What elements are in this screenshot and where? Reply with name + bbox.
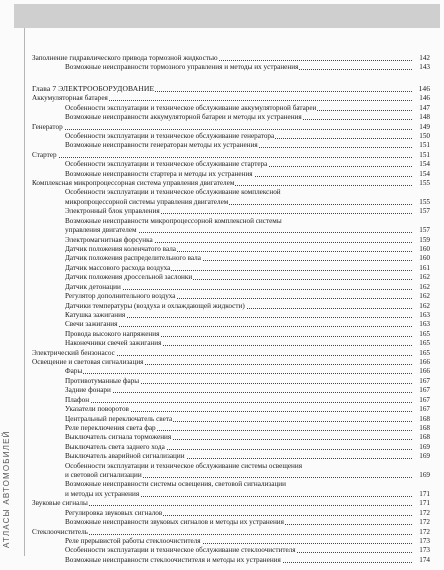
toc-entry-title: Наконечники свечей зажигания bbox=[65, 339, 162, 348]
toc-entry-title: Регулировка звуковых сигналов bbox=[65, 508, 163, 517]
toc-entry-title: Провода высокого напряжения bbox=[65, 329, 160, 338]
toc-entry-title: Особенности эксплуатации и техническое обслуживание системы освещения bbox=[65, 461, 303, 470]
toc-entry-title: Возможные неисправности системы освещения, световой сигнализации bbox=[65, 480, 287, 489]
toc-entry-title: Датчик детонации bbox=[65, 282, 121, 291]
toc-page-number: 161 bbox=[412, 263, 430, 273]
toc-page-number: 147 bbox=[412, 103, 430, 113]
toc-page-number: 149 bbox=[412, 122, 430, 132]
toc-entry-title: Особенности эксплуатации и техническое обслуживание комплексной bbox=[65, 188, 281, 197]
toc-entry-title: Датчики температуры (воздуха и охлаждающей жидкости) bbox=[65, 301, 245, 310]
toc-page-number: 155 bbox=[412, 197, 430, 207]
toc-page-number: 168 bbox=[412, 423, 430, 433]
toc-entry-title: и световой сигнализации bbox=[65, 471, 142, 480]
toc-entry-title: Звуковые сигналы bbox=[32, 499, 88, 508]
toc-entry-title: Возможные неисправности стартера и методы их устранения bbox=[65, 169, 253, 178]
toc-entry-title: и методы их устранения bbox=[65, 489, 140, 498]
toc-entry-title: Особенности эксплуатации и техническое обслуживание генератора bbox=[65, 131, 275, 140]
toc-entry-title: Стартер bbox=[32, 150, 57, 159]
toc-page-number: 165 bbox=[412, 338, 430, 348]
toc-page-number: 171 bbox=[412, 498, 430, 508]
toc-page-number: 146 bbox=[412, 93, 430, 103]
toc-page-number: 154 bbox=[412, 159, 430, 169]
toc-entry-title: Возможные неисправности звуковых сигналов и методы их устранения bbox=[65, 518, 284, 527]
toc-entry-title: Особенности эксплуатации и техническое обслуживание стартера bbox=[65, 160, 268, 169]
toc-page-number: 165 bbox=[412, 329, 430, 339]
toc-entry-title: Стеклоочиститель bbox=[32, 527, 88, 536]
leader-dots bbox=[65, 373, 412, 374]
toc-page-number: 172 bbox=[412, 508, 430, 518]
toc-page-number: 171 bbox=[412, 489, 430, 499]
toc-page-number: 150 bbox=[412, 131, 430, 141]
toc-page-number: 157 bbox=[412, 206, 430, 216]
toc-page-number: 172 bbox=[412, 517, 430, 527]
leader-dots bbox=[32, 534, 412, 535]
toc-page-number: 160 bbox=[412, 253, 430, 263]
toc-entry-title: Комплексная микропроцессорная система управления двигателем bbox=[32, 179, 235, 188]
toc-entry-title: Выключатель сигнала торможения bbox=[65, 433, 172, 442]
toc-entry-title: Реле переключения света фар bbox=[65, 423, 156, 432]
toc-page-number: 169 bbox=[412, 451, 430, 461]
toc-page-number: 157 bbox=[412, 225, 430, 235]
toc-entry-title: Электрический бензонасос bbox=[32, 348, 115, 357]
toc-page-number: 151 bbox=[412, 150, 430, 160]
toc-entry-title: Датчик массового расхода воздуха bbox=[65, 263, 171, 272]
toc-entry-title: Возможные неисправности тормозного управления и методы их устранения bbox=[65, 63, 299, 72]
leader-dots bbox=[65, 392, 412, 393]
toc-page-number: 163 bbox=[412, 319, 430, 329]
toc-entry-title: Особенности эксплуатации и техническое обслуживание стеклоочистителя bbox=[65, 546, 296, 555]
toc-entry-title: Аккумуляторная батарея bbox=[32, 94, 108, 103]
toc-entry-title: Выключатель аварийной сигнализации bbox=[65, 452, 185, 461]
toc-page-number: 172 bbox=[412, 527, 430, 537]
toc-page-number: 168 bbox=[412, 432, 430, 442]
toc-entry-title: Датчик положения распределительного вала bbox=[65, 254, 201, 263]
toc-page-number: 142 bbox=[412, 53, 430, 63]
toc-entry-title: Возможные неисправности генераторан методы их устранения bbox=[65, 141, 258, 150]
toc-entry bbox=[65, 555, 430, 565]
leader-dots bbox=[32, 505, 412, 506]
toc-entry-title: Возможные неисправности аккумуляторной батареи и методы их устранения bbox=[65, 113, 302, 122]
toc-entry-title: Заполнение гидравлического привода тормозной жидкостью bbox=[32, 54, 218, 62]
leader-dots bbox=[32, 157, 412, 158]
toc-page-number: 143 bbox=[412, 62, 430, 72]
toc-page-number: 148 bbox=[412, 112, 430, 122]
toc-page-number: 160 bbox=[412, 244, 430, 254]
side-label: АТЛАСЫ АВТОМОБИЛЕЙ bbox=[2, 430, 11, 548]
toc-entry-title: Противотуманные фары bbox=[65, 376, 140, 385]
toc-page-number: 173 bbox=[412, 536, 430, 546]
toc-entry-title: Свечи зажигания bbox=[65, 320, 118, 329]
toc-page-number: 166 bbox=[412, 366, 430, 376]
toc-page-number: 168 bbox=[412, 414, 430, 424]
toc-page-number: 162 bbox=[412, 301, 430, 311]
toc-page-number: 167 bbox=[412, 376, 430, 386]
toc-page-number: 162 bbox=[412, 272, 430, 282]
leader-dots bbox=[32, 129, 412, 130]
toc-entry-title: Регулятор дополнительного воздуха bbox=[65, 292, 176, 301]
leader-dots bbox=[65, 402, 412, 403]
toc-page-number: 167 bbox=[412, 395, 430, 405]
toc-entry-title: Выключатель света заднего хода bbox=[65, 442, 165, 451]
toc-page-number: 169 bbox=[412, 442, 430, 452]
toc-page-number: 151 bbox=[412, 140, 430, 150]
toc-page-number: 167 bbox=[412, 385, 430, 395]
toc-page-number: 174 bbox=[412, 555, 430, 565]
toc-page-number: 159 bbox=[412, 235, 430, 245]
toc-entry-title: Возможные неисправности стеклоочистителя и методы их устранения bbox=[65, 555, 281, 564]
toc-entry-title: Освещение и световая сигнализация bbox=[32, 358, 144, 367]
toc-entry-title: Фары bbox=[65, 367, 83, 376]
toc-entry-title: Указатели поворотов bbox=[65, 405, 129, 414]
toc-page-number: 155 bbox=[412, 178, 430, 188]
toc-entry-title: Генератор bbox=[32, 122, 63, 131]
toc-entry-title: Катушка зажигания bbox=[65, 310, 126, 319]
toc-page-number: 166 bbox=[412, 357, 430, 367]
toc-entry-title: Особенности эксплуатации и техническое обслуживание аккумуляторной батареи bbox=[65, 103, 317, 112]
toc-page-number: 146 bbox=[412, 84, 430, 94]
toc-entry-title: Электромагнитная форсунка bbox=[65, 235, 153, 244]
toc-entry-title: Реле прерывистой работы стеклоочистителя bbox=[65, 537, 201, 545]
toc-page-number: 162 bbox=[412, 291, 430, 301]
toc-entry-title: Датчик положения коленчатого вала bbox=[65, 244, 176, 253]
toc-entry-title: Глава 7 ЭЛЕКТРООБОРУДОВАНИЕ bbox=[32, 83, 155, 93]
toc-page-number: 169 bbox=[412, 470, 430, 480]
toc-page-number: 173 bbox=[412, 545, 430, 555]
toc-entry bbox=[65, 62, 430, 72]
toc-entry-title: микропроцессорной системы управления двигателем bbox=[65, 197, 229, 206]
toc-entry-title: управления двигателем bbox=[65, 226, 137, 235]
toc-entry-title: Задние фонари bbox=[65, 386, 111, 395]
toc-page-number: 165 bbox=[412, 348, 430, 358]
toc-entry-title: Возможные неисправности микропроцессорной комплексной системы bbox=[65, 216, 282, 225]
toc-page-number: 162 bbox=[412, 282, 430, 292]
toc-entry-title: Центральный переключатель света bbox=[65, 414, 173, 423]
toc-page-number: 167 bbox=[412, 404, 430, 414]
toc-entry-title: Плафон bbox=[65, 395, 90, 404]
toc-page-number: 154 bbox=[412, 169, 430, 179]
toc-entry-title: Электронный блок управления bbox=[65, 207, 160, 216]
toc-entry-title: Датчик положения дроссельной заслонки bbox=[65, 273, 193, 282]
toc-page-number: 163 bbox=[412, 310, 430, 320]
